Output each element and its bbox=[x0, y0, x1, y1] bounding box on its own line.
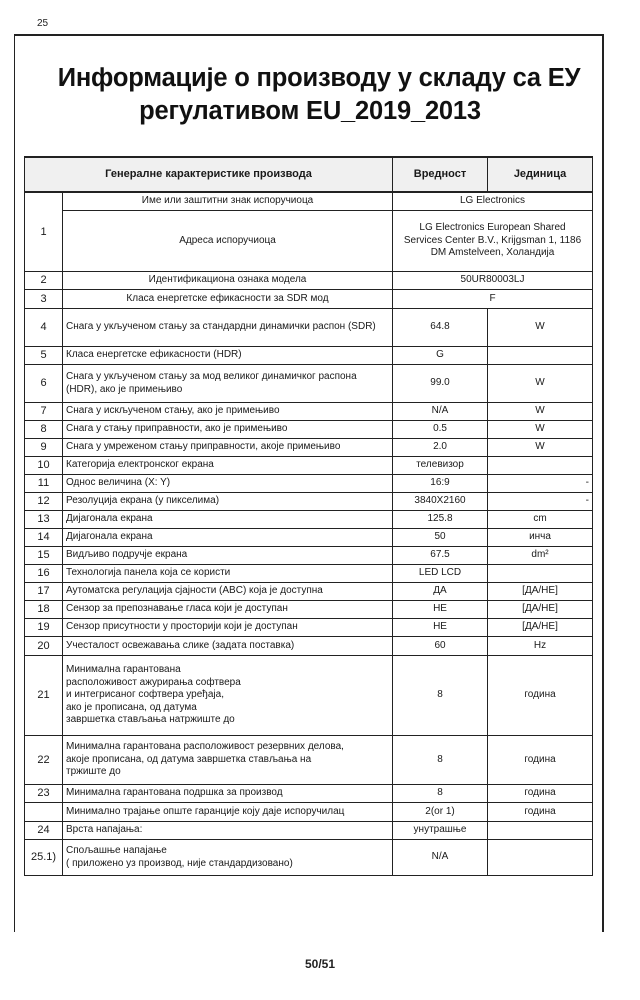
row-description: Сензор присутности у просторији који је доступан bbox=[63, 619, 393, 637]
row-description: Категорија електронског екрана bbox=[63, 457, 393, 475]
table-row bbox=[25, 403, 593, 421]
row-number: 22 bbox=[25, 736, 63, 785]
table-row bbox=[25, 511, 593, 529]
row-number: 16 bbox=[25, 565, 63, 583]
row-number: 25.1) bbox=[25, 840, 63, 876]
row-description: Класа енергетске ефикасности (HDR) bbox=[63, 347, 393, 365]
table-row bbox=[25, 192, 593, 211]
page-number-top: 25 bbox=[37, 18, 49, 29]
description-line: тржиште до bbox=[66, 766, 121, 778]
row-value: 99.0 bbox=[393, 365, 488, 403]
table-row bbox=[25, 619, 593, 637]
table-row bbox=[25, 309, 593, 347]
row-number: 12 bbox=[25, 493, 63, 511]
row-value: 3840X2160 bbox=[393, 493, 488, 511]
row-description: Резолуција екрана (у пикселима) bbox=[63, 493, 393, 511]
row-description: Врста напајања: bbox=[63, 822, 393, 840]
row-number: 4 bbox=[25, 309, 63, 347]
row-description: Видљиво подручје екрана bbox=[63, 547, 393, 565]
row-value: 8 bbox=[393, 736, 488, 785]
row-description: Адреса испоручиоца bbox=[63, 211, 393, 272]
row-unit: W bbox=[488, 421, 593, 439]
row-value-address bbox=[393, 211, 593, 272]
row-number: 7 bbox=[25, 403, 63, 421]
row-description: Однос величина (X: Y) bbox=[63, 475, 393, 493]
row-description: Име или заштитни знак испоручиоца bbox=[63, 192, 393, 211]
row-unit: cm bbox=[488, 511, 593, 529]
row-unit: [ДА/НЕ] bbox=[488, 583, 593, 601]
table-row bbox=[25, 475, 593, 493]
row-unit: dm² bbox=[488, 547, 593, 565]
row-value: 8 bbox=[393, 656, 488, 736]
row-number: 13 bbox=[25, 511, 63, 529]
row-value: 8 bbox=[393, 785, 488, 803]
table-row bbox=[25, 656, 593, 736]
row-number: 19 bbox=[25, 619, 63, 637]
row-value: 16:9 bbox=[393, 475, 488, 493]
row-value: ДА bbox=[393, 583, 488, 601]
row-description: Снага у искљученом стању, ако је примењиво bbox=[63, 403, 393, 421]
row-unit bbox=[488, 822, 593, 840]
row-description: Дијагонала екрана bbox=[63, 529, 393, 547]
address-line: Services Center B.V., Krijgsman 1, 1186 bbox=[403, 234, 582, 246]
table-row bbox=[25, 785, 593, 803]
row-value: 125.8 bbox=[393, 511, 488, 529]
row-value: G bbox=[393, 347, 488, 365]
row-value: LG Electronics bbox=[393, 192, 593, 211]
title-line-2: регулативом EU_2019_2013 bbox=[139, 97, 481, 125]
row-value: НЕ bbox=[393, 619, 488, 637]
address-line: DM Amstelveen, Холандија bbox=[430, 247, 555, 259]
row-value: 60 bbox=[393, 637, 488, 656]
product-info-table bbox=[24, 156, 593, 876]
row-description: Снага у укљученом стању за мод великог динамичког распона (HDR), ако је примењиво bbox=[63, 365, 393, 403]
description-line: Минимална гарантована bbox=[66, 664, 181, 676]
table-row bbox=[25, 439, 593, 457]
row-description: Класа енергетске ефикасности за SDR мод bbox=[63, 290, 393, 309]
row-value: 67.5 bbox=[393, 547, 488, 565]
row-value: НЕ bbox=[393, 601, 488, 619]
header-characteristics: Генералне карактеристике производа bbox=[25, 157, 393, 192]
row-unit: [ДА/НЕ] bbox=[488, 619, 593, 637]
table-row bbox=[25, 736, 593, 785]
row-value: LED LCD bbox=[393, 565, 488, 583]
table-row bbox=[25, 565, 593, 583]
row-unit: година bbox=[488, 736, 593, 785]
description-line: ако је прописана, од датума bbox=[66, 701, 197, 713]
row-unit: година bbox=[488, 785, 593, 803]
row-description: Минимално трајање опште гаранције коју даје испоручилац bbox=[63, 803, 393, 822]
row-number: 11 bbox=[25, 475, 63, 493]
row-number: 23 bbox=[25, 785, 63, 803]
table-row bbox=[25, 421, 593, 439]
table-row bbox=[25, 601, 593, 619]
row-description: Снага у стању приправности, ако је примењиво bbox=[63, 421, 393, 439]
row-unit: [ДА/НЕ] bbox=[488, 601, 593, 619]
address-line: LG Electronics European Shared bbox=[419, 222, 566, 234]
page-title bbox=[14, 62, 606, 128]
description-line: расположивост ажурирања софтвера bbox=[66, 676, 241, 688]
row-number bbox=[25, 803, 63, 822]
row-unit: W bbox=[488, 439, 593, 457]
row-description: Технологија панела која се користи bbox=[63, 565, 393, 583]
row-number: 10 bbox=[25, 457, 63, 475]
row-unit: W bbox=[488, 365, 593, 403]
row-description bbox=[63, 656, 393, 736]
row-number: 5 bbox=[25, 347, 63, 365]
table-header-row bbox=[25, 157, 593, 192]
table-row bbox=[25, 493, 593, 511]
table-row bbox=[25, 840, 593, 876]
row-value: N/A bbox=[393, 403, 488, 421]
table-row bbox=[25, 290, 593, 309]
row-value: 2(or 1) bbox=[393, 803, 488, 822]
row-unit: - bbox=[488, 493, 593, 511]
row-description: Снага у укљученом стању за стандардни динамички распон (SDR) bbox=[63, 309, 393, 347]
row-number: 9 bbox=[25, 439, 63, 457]
row-description: Учесталост освежавања слике (задата поставка) bbox=[63, 637, 393, 656]
row-number: 2 bbox=[25, 272, 63, 290]
table-row bbox=[25, 637, 593, 656]
row-value: 64.8 bbox=[393, 309, 488, 347]
description-line: ( приложено уз производ, није стандардизовано) bbox=[66, 857, 293, 869]
table-row bbox=[25, 803, 593, 822]
row-description bbox=[63, 840, 393, 876]
row-description: Минимална гарантована подршка за производ bbox=[63, 785, 393, 803]
row-unit: W bbox=[488, 309, 593, 347]
row-number: 3 bbox=[25, 290, 63, 309]
description-line: Спољашње напајање bbox=[66, 845, 167, 856]
row-value: 50 bbox=[393, 529, 488, 547]
title-line-1: Информације о производу у складу са ЕУ bbox=[57, 64, 581, 92]
row-unit: година bbox=[488, 803, 593, 822]
header-unit: Јединица bbox=[488, 157, 593, 192]
row-unit: година bbox=[488, 656, 593, 736]
row-unit: инча bbox=[488, 529, 593, 547]
table-row bbox=[25, 583, 593, 601]
header-value: Вредност bbox=[393, 157, 488, 192]
row-number: 6 bbox=[25, 365, 63, 403]
row-value: F bbox=[393, 290, 593, 309]
page-footer-number: 50/51 bbox=[304, 957, 336, 971]
table-row bbox=[25, 547, 593, 565]
row-value: 2.0 bbox=[393, 439, 488, 457]
row-number: 20 bbox=[25, 637, 63, 656]
table-row bbox=[25, 347, 593, 365]
row-number: 21 bbox=[25, 656, 63, 736]
description-line: завршетка стављања натржиште до bbox=[66, 714, 235, 726]
row-unit: W bbox=[488, 403, 593, 421]
row-value: 50UR80003LJ bbox=[393, 272, 593, 290]
row-value: 0.5 bbox=[393, 421, 488, 439]
description-line: и интегрисаног софтвера уређаја, bbox=[66, 689, 224, 701]
description-line: Минимална гарантована расположивост резервних делова, bbox=[66, 741, 344, 753]
row-value: N/A bbox=[393, 840, 488, 876]
row-unit: Hz bbox=[488, 637, 593, 656]
table-row bbox=[25, 822, 593, 840]
table-row bbox=[25, 529, 593, 547]
row-description: Снага у умреженом стању приправности, акоје примењиво bbox=[63, 439, 393, 457]
row-description: Сензор за препознавање гласа који је доступан bbox=[63, 601, 393, 619]
row-number: 18 bbox=[25, 601, 63, 619]
table-row bbox=[25, 211, 593, 272]
row-description: Аутоматска регулација сјајности (ABC) која је доступна bbox=[63, 583, 393, 601]
row-number: 24 bbox=[25, 822, 63, 840]
row-unit bbox=[488, 457, 593, 475]
row-unit bbox=[488, 347, 593, 365]
row-value: телевизор bbox=[393, 457, 488, 475]
row-unit bbox=[488, 840, 593, 876]
row-value: унутрашње bbox=[393, 822, 488, 840]
table-row bbox=[25, 365, 593, 403]
row-unit: - bbox=[488, 475, 593, 493]
row-number: 8 bbox=[25, 421, 63, 439]
description-line: акоје прописана, од датума завршетка стављања на bbox=[66, 753, 312, 765]
table-row bbox=[25, 457, 593, 475]
row-number: 14 bbox=[25, 529, 63, 547]
row-description: Дијагонала екрана bbox=[63, 511, 393, 529]
row-description: Идентификациона ознака модела bbox=[63, 272, 393, 290]
table-row bbox=[25, 272, 593, 290]
row-number: 15 bbox=[25, 547, 63, 565]
row-unit bbox=[488, 565, 593, 583]
row-number: 17 bbox=[25, 583, 63, 601]
row-description bbox=[63, 736, 393, 785]
row-number: 1 bbox=[25, 192, 63, 272]
